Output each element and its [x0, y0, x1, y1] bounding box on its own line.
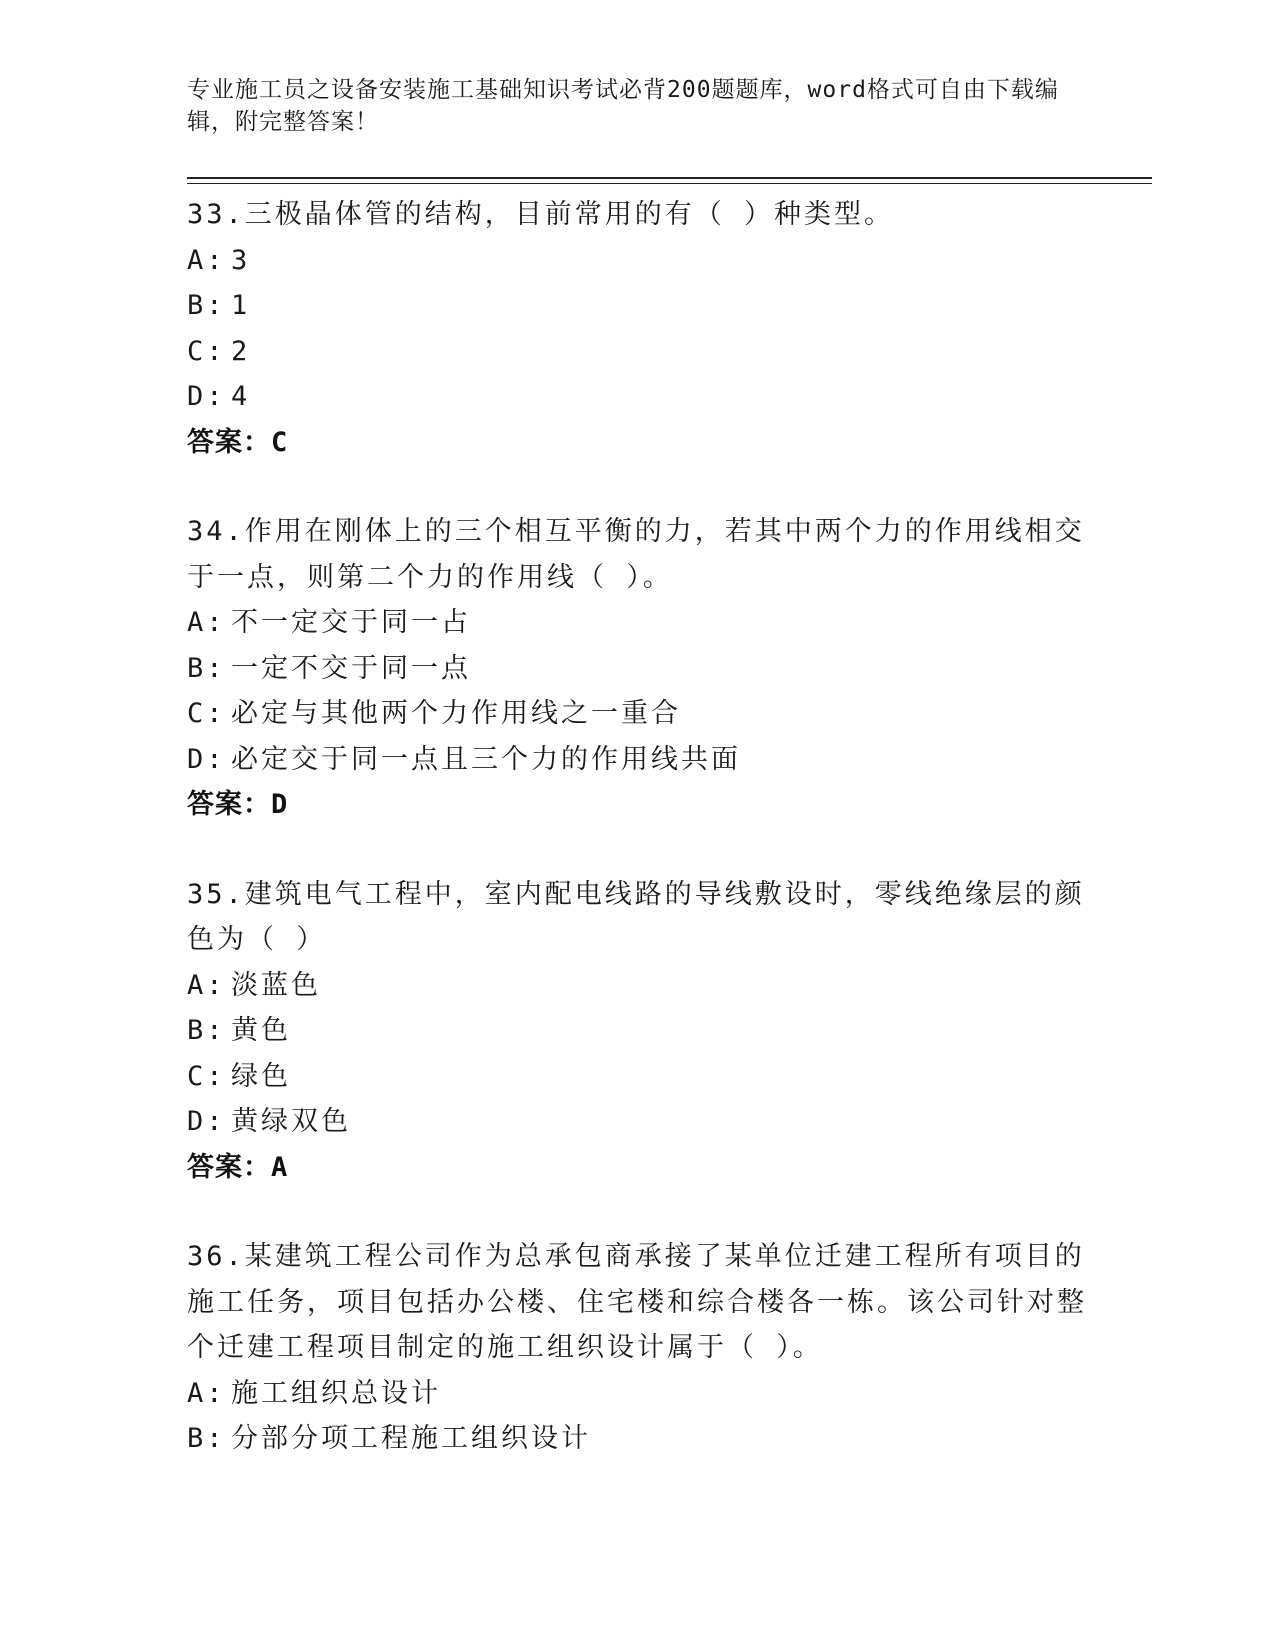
option-text: 黄色 [231, 1015, 291, 1046]
option-text: 绿色 [231, 1060, 291, 1092]
option-a [187, 600, 1087, 646]
option-b [187, 646, 1087, 692]
option-text: 分部分项工程施工组织设计 [231, 1423, 591, 1454]
option-letter: A: [187, 1377, 226, 1409]
option-letter: A: [187, 244, 226, 276]
option-text: 1 [231, 290, 251, 321]
option-b [187, 283, 1087, 329]
option-letter: D: [187, 381, 226, 412]
question-stem: 33.三极晶体管的结构，目前常用的有（ ）种类型。 [187, 199, 895, 230]
option-letter: A: [187, 607, 226, 638]
header-divider-thin [187, 183, 1152, 184]
option-b [187, 1416, 1087, 1462]
option-c [187, 1054, 1087, 1100]
option-d [187, 374, 1087, 420]
option-text: 3 [231, 244, 251, 276]
option-letter: B: [187, 652, 226, 684]
question-stem: 34.作用在刚体上的三个相互平衡的力，若其中两个力的作用线相交于一点，则第二个力的作用线（ ）。 [187, 516, 1085, 593]
option-letter: B: [187, 1423, 226, 1454]
option-c [187, 691, 1087, 737]
option-text: 不一定交于同一占 [231, 607, 471, 638]
option-a [187, 1371, 1087, 1417]
option-a [187, 238, 1087, 284]
option-letter: D: [187, 743, 226, 775]
answer-line: 答案：D [187, 789, 289, 820]
option-letter: B: [187, 290, 226, 321]
option-c [187, 329, 1087, 375]
option-letter: C: [187, 335, 226, 367]
option-letter: B: [187, 1015, 226, 1046]
option-a [187, 963, 1087, 1009]
option-text: 黄绿双色 [231, 1106, 351, 1137]
option-text: 淡蓝色 [231, 969, 321, 1001]
option-text: 4 [231, 381, 251, 412]
option-letter: C: [187, 698, 226, 729]
option-text: 施工组织总设计 [231, 1377, 441, 1409]
question-36 [187, 1234, 1087, 1462]
option-text: 必定与其他两个力作用线之一重合 [231, 698, 681, 729]
option-d [187, 737, 1087, 783]
option-text: 必定交于同一点且三个力的作用线共面 [231, 743, 741, 775]
option-letter: C: [187, 1060, 226, 1092]
answer-line: 答案：A [187, 1151, 289, 1183]
option-text: 一定不交于同一点 [231, 652, 471, 684]
question-stem: 35.建筑电气工程中，室内配电线路的导线敷设时，零线绝缘层的颜色为（ ） [187, 878, 1085, 955]
option-letter: A: [187, 969, 226, 1001]
question-stem: 36.某建筑工程公司作为总承包商承接了某单位迁建工程所有项目的施工任务，项目包括办公楼、住宅楼和综合楼各一栋。该公司针对整个迁建工程项目制定的施工组织设计属于（ ）。 [187, 1241, 1087, 1363]
question-list [187, 192, 1087, 1506]
question-34 [187, 509, 1087, 828]
question-33 [187, 192, 1087, 465]
header-divider-thick [187, 177, 1152, 179]
option-d [187, 1099, 1087, 1145]
document-header: 专业施工员之设备安装施工基础知识考试必背200题题库，word格式可自由下载编辑，附完整答案！ [187, 77, 1059, 135]
answer-line: 答案：C [187, 426, 289, 458]
option-letter: D: [187, 1106, 226, 1137]
option-b [187, 1008, 1087, 1054]
question-35 [187, 872, 1087, 1191]
option-text: 2 [231, 335, 251, 367]
